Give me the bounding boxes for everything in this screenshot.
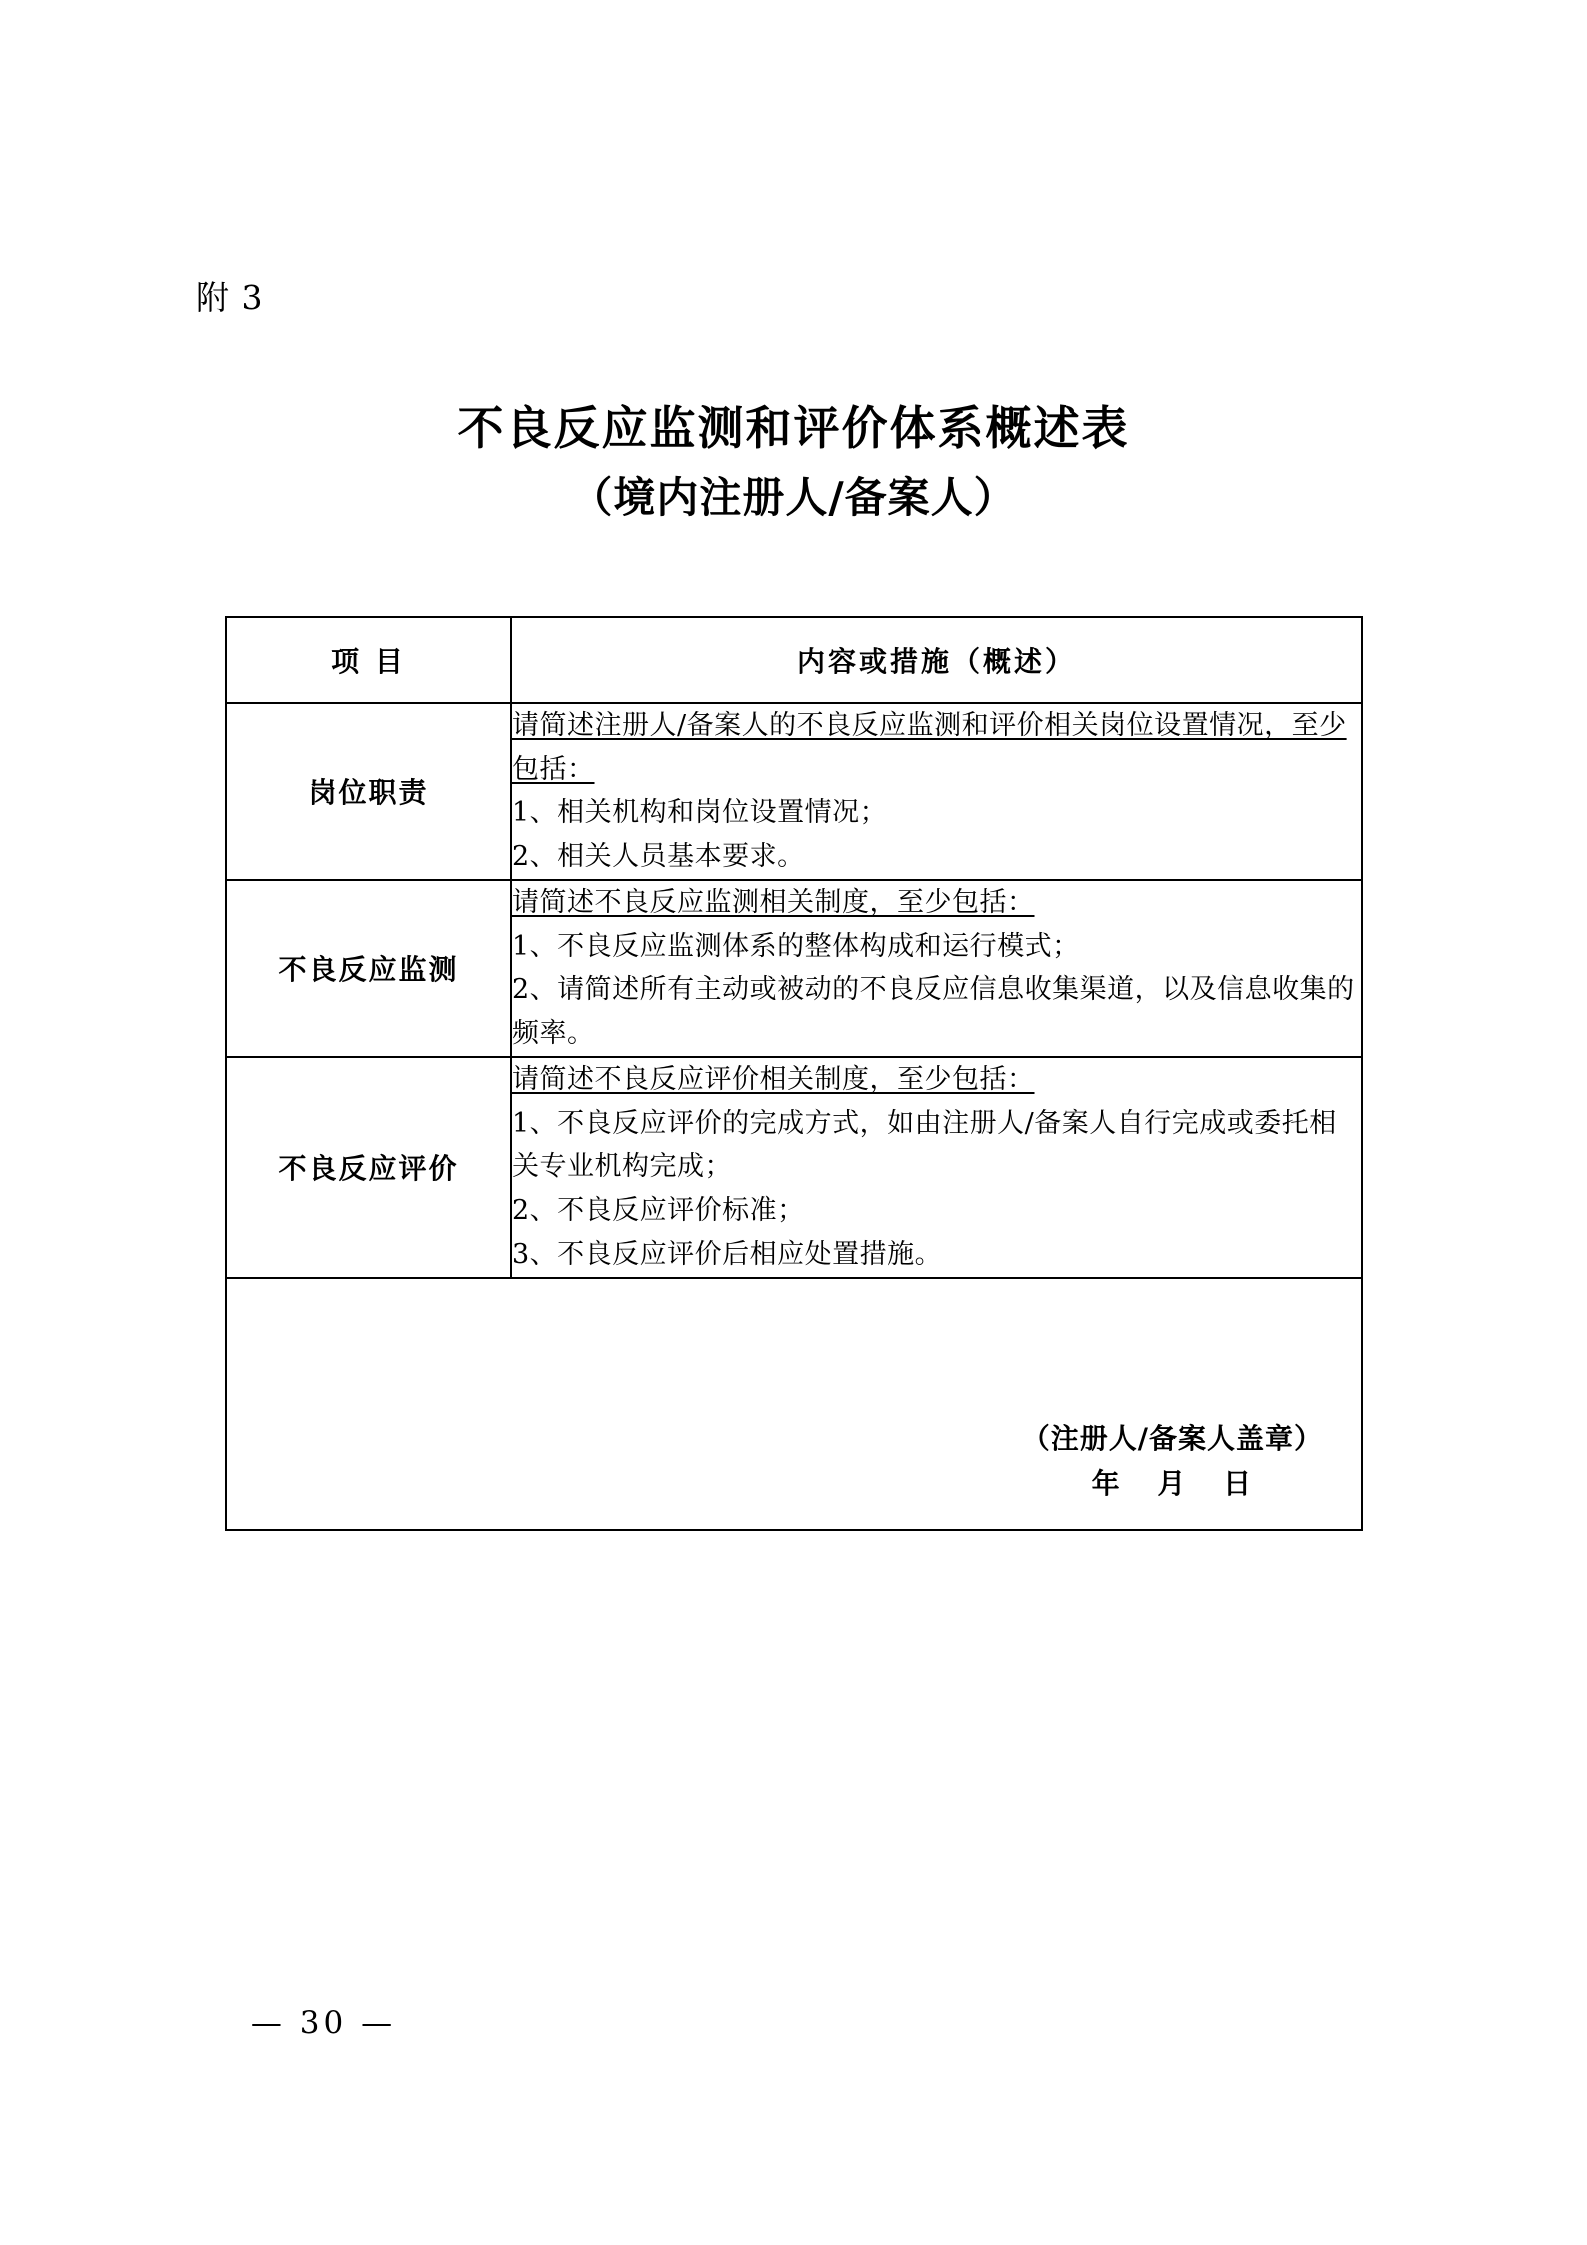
row-content-evaluation [511,1057,1362,1278]
content-lead: 请简述不良反应监测相关制度，至少包括： [512,886,1035,918]
title-block [0,395,1587,529]
row-content-monitoring [511,880,1362,1057]
signature-block [1022,1417,1323,1507]
content-point: 2、不良反应评价标准； [512,1195,805,1227]
page-title: 不良反应监测和评价体系概述表 [457,401,1130,455]
content-point: 1、不良反应评价的完成方式，如由注册人/备案人自行完成或委托相关专业机构完成； [512,1107,1337,1183]
content-point: 1、不良反应监测体系的整体构成和运行模式； [512,930,1080,962]
table-row [226,1057,1362,1278]
table-row [226,703,1362,880]
attachment-label: 附 3 [196,278,264,317]
row-label-monitoring: 不良反应监测 [226,880,511,1057]
row-label-duties: 岗位职责 [226,703,511,880]
signature-row [226,1278,1362,1530]
page-number: — 30 — [250,2005,397,2041]
column-header-content: 内容或措施（概述） [511,617,1362,703]
seal-line: （注册人/备案人盖章） [1021,1421,1323,1455]
column-header-item: 项 目 [226,617,511,703]
content-point: 3、不良反应评价后相应处置措施。 [512,1238,943,1270]
content-point: 2、请简述所有主动或被动的不良反应信息收集渠道，以及信息收集的频率。 [512,974,1355,1050]
signature-cell [226,1278,1362,1530]
overview-table [225,616,1363,1531]
content-lead: 请简述注册人/备案人的不良反应监测和评价相关岗位设置情况，至少包括： [512,710,1347,785]
content-point: 1、相关机构和岗位设置情况； [512,797,888,829]
date-line: 年 月 日 [1091,1466,1266,1500]
row-content-duties [511,703,1362,880]
page-footer [0,2005,1587,2041]
table-row [226,880,1362,1057]
row-label-evaluation: 不良反应评价 [226,1057,511,1278]
page-subtitle: （境内注册人/备案人） [570,472,1017,522]
table-header-row [226,617,1362,703]
content-point: 2、相关人员基本要求。 [512,841,805,873]
content-lead: 请简述不良反应评价相关制度，至少包括： [512,1063,1035,1095]
